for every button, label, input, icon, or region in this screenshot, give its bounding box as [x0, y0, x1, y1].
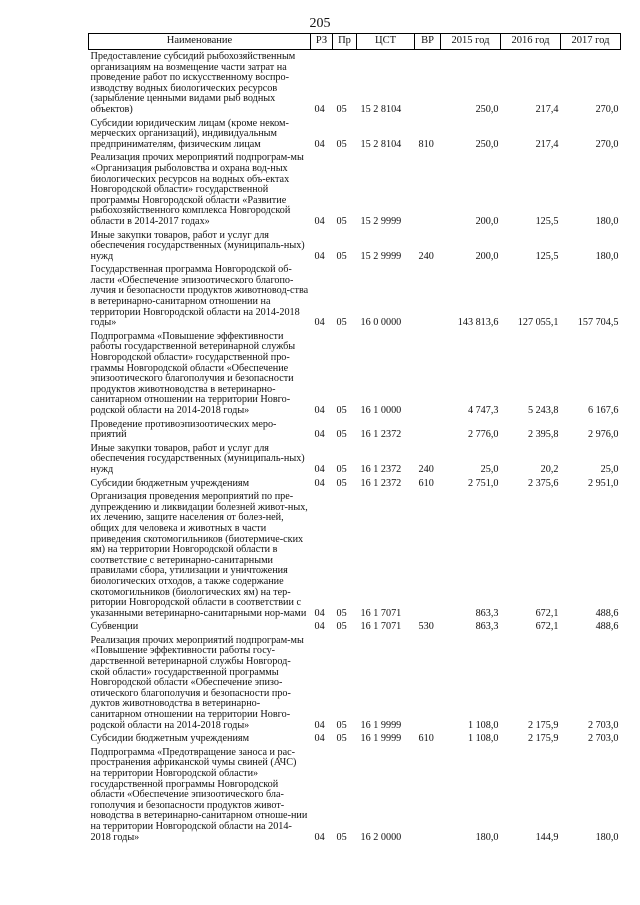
cell-2016: 125,5 [535, 250, 559, 262]
cell-2017: 2 703,0 [587, 719, 619, 731]
cell-rz: 04 [314, 429, 325, 441]
cell-pr: 05 [336, 429, 347, 441]
cell-vr [415, 418, 441, 442]
cell-name: Иные закупки товаров, работ и услуг для обеспечения государственных (муниципаль-ных) нужд [90, 229, 305, 262]
cell-2015: 863,3 [475, 607, 499, 619]
table-row [89, 732, 621, 746]
cell-pr: 05 [336, 621, 347, 633]
cell-2017: 25,0 [600, 463, 619, 475]
cell-rz: 04 [314, 250, 325, 262]
cell-rz: 04 [314, 477, 325, 489]
table-row [89, 330, 621, 418]
cell-2015: 200,0 [475, 215, 499, 227]
page-number: 205 [309, 16, 331, 31]
cell-2016: 20,2 [540, 463, 559, 475]
cell-2017: 488,6 [595, 621, 619, 633]
header-pr: Пр [333, 34, 357, 50]
cell-vr: 240 [418, 250, 434, 262]
cell-pr: 05 [336, 733, 347, 745]
cell-pr: 05 [336, 719, 347, 731]
table-row [89, 50, 621, 117]
cell-name: Подпрограмма «Повышение эффективности работы государственной ветеринарной службы Новгородской области» государственной про-граммы Новгородской области «Обеспечение эпизоотического благополучия и безопасности продуктов животноводства в ветеринарно-санитарном отношении на территории Новго-родской области на 2014-2018 годы» [90, 330, 296, 416]
cell-pr: 05 [336, 215, 347, 227]
cell-pr: 05 [336, 405, 347, 416]
cell-cst: 16 1 2372 [360, 477, 402, 489]
table-row [89, 620, 621, 634]
table-header-row [89, 34, 621, 50]
cell-rz: 04 [314, 103, 325, 115]
cell-rz: 04 [314, 719, 325, 731]
header-2017: 2017 год [561, 34, 621, 50]
cell-2015: 250,0 [475, 138, 499, 150]
cell-2016: 2 375,6 [527, 477, 559, 489]
cell-2017: 180,0 [595, 831, 619, 843]
cell-2017: 2 976,0 [587, 429, 619, 441]
cell-rz: 04 [314, 138, 325, 150]
cell-2015: 250,0 [475, 103, 499, 115]
cell-name: Реализация прочих мероприятий подпрограм-мы «Организация рыболовства и охрана вод-ных биологических ресурсов на водных объ-ектах Новгородской области» государственной программы Новгородской области «Развитие рыбохозяйственного комплекса Новгородской области в 2014-2017 годах» [90, 152, 304, 227]
cell-vr [415, 746, 441, 844]
cell-cst: 16 2 0000 [360, 831, 402, 843]
cell-vr [415, 330, 441, 418]
header-name: Наименование [89, 34, 311, 50]
cell-2016: 127 055,1 [517, 317, 559, 329]
cell-name: Государственная программа Новгородской об-ласти «Обеспечение эпизоотического благопо-лучия и безопасности продуктов животновод-ства в ветеринарно-санитарном отношении на территории Новгородской области на 2014-2018 годы» [90, 264, 309, 329]
cell-2016: 672,1 [535, 621, 559, 633]
table-row [89, 229, 621, 264]
cell-rz: 04 [314, 317, 325, 329]
cell-cst: 16 1 2372 [360, 429, 402, 441]
cell-vr [415, 263, 441, 330]
table-row [89, 490, 621, 620]
cell-name: Предоставление субсидий рыбохозяйственным организациям на возмещение части затрат на проведение работ по искусственному воспро-изводству водных биологических ресурсов (зарыбление ценными видами рыб водных объектов) [90, 51, 296, 115]
cell-pr: 05 [336, 317, 347, 329]
cell-2015: 863,3 [475, 621, 499, 633]
cell-2016: 125,5 [535, 215, 559, 227]
cell-2016: 2 175,9 [527, 719, 559, 731]
cell-2015: 25,0 [480, 463, 499, 475]
cell-2017: 488,6 [595, 607, 619, 619]
table-row [89, 634, 621, 732]
cell-2016: 144,9 [535, 831, 559, 843]
cell-2017: 180,0 [595, 250, 619, 262]
header-vr: ВР [415, 34, 441, 50]
cell-2016: 217,4 [535, 103, 559, 115]
header-cst: ЦСТ [357, 34, 415, 50]
cell-rz: 04 [314, 621, 325, 633]
cell-cst: 16 1 0000 [360, 405, 402, 416]
cell-rz: 04 [314, 607, 325, 619]
cell-2015: 1 108,0 [467, 719, 499, 731]
cell-vr: 810 [418, 138, 434, 150]
cell-2015: 2 776,0 [467, 429, 499, 441]
cell-vr [415, 151, 441, 228]
cell-vr: 530 [418, 621, 434, 633]
table-row [89, 117, 621, 152]
cell-vr: 610 [418, 733, 434, 745]
cell-rz: 04 [314, 405, 325, 416]
cell-cst: 16 0 0000 [360, 317, 402, 329]
cell-name: Реализация прочих мероприятий подпрограм-мы «Повышение эффективности работы госу-дарственной ветеринарной службы Новгород-ской области» государственной программы Новгородской области «Обеспечение эпизо-отического благополучия и безопасности про-дуктов животноводства в ветеринарно-санитарном отношении на территории Новго-родской области на 2014-2018 годы» [90, 634, 304, 731]
cell-2016: 2 175,9 [527, 733, 559, 745]
header-2016: 2016 год [501, 34, 561, 50]
cell-name: Проведение противоэпизоотических меро-приятий [90, 418, 277, 441]
cell-2017: 270,0 [595, 103, 619, 115]
cell-2017: 2 703,0 [587, 733, 619, 745]
cell-2015: 2 751,0 [467, 477, 499, 489]
cell-rz: 04 [314, 831, 325, 843]
cell-vr: 240 [418, 463, 434, 475]
cell-pr: 05 [336, 463, 347, 475]
cell-2017: 180,0 [595, 215, 619, 227]
table-row [89, 151, 621, 228]
cell-2016: 5 243,8 [527, 405, 559, 416]
cell-pr: 05 [336, 477, 347, 489]
cell-cst: 16 1 2372 [360, 463, 402, 475]
cell-cst: 16 1 7071 [360, 607, 402, 619]
cell-name: Организация проведения мероприятий по пре-дупреждению и ликвидации болезней живот-ных, их лечению, защите населения от болез-ней, общих для человека и животных в части приведения скотомогильников (биотермиче-ских ям) на территории Новгородской области в соответствие с ветеринарно-санитарными правилами сбора, утилизации и уничтожения биологических отходов, а также содержание скотомогильников (биологических ям) на тер-ритории Новгородской области в соответствии с указанными ветеринарно-санитарными нор-мами [90, 491, 308, 619]
cell-2015: 1 108,0 [467, 733, 499, 745]
cell-rz: 04 [314, 463, 325, 475]
cell-cst: 15 2 8104 [360, 138, 402, 150]
cell-cst: 15 2 8104 [360, 103, 402, 115]
cell-cst: 15 2 9999 [360, 215, 402, 227]
budget-table [88, 33, 621, 844]
header-2015: 2015 год [441, 34, 501, 50]
cell-cst: 16 1 7071 [360, 621, 402, 633]
cell-2015: 143 813,6 [457, 317, 499, 329]
cell-vr: 610 [418, 477, 434, 489]
cell-cst: 16 1 9999 [360, 733, 402, 745]
cell-2017: 270,0 [595, 138, 619, 150]
table-row [89, 442, 621, 477]
cell-pr: 05 [336, 103, 347, 115]
cell-name: Субвенции [90, 621, 139, 633]
table-row [89, 477, 621, 491]
cell-name: Субсидии бюджетным учреждениям [90, 477, 250, 489]
table-row [89, 418, 621, 442]
cell-2015: 180,0 [475, 831, 499, 843]
cell-name: Субсидии юридическим лицам (кроме неком-мерческих организаций), индивидуальным предпринимателям, физическим лицам [90, 117, 289, 150]
cell-cst: 16 1 9999 [360, 719, 402, 731]
cell-pr: 05 [336, 831, 347, 843]
cell-2016: 217,4 [535, 138, 559, 150]
cell-vr [415, 50, 441, 117]
cell-2017: 6 167,6 [587, 405, 619, 416]
cell-2016: 2 395,8 [527, 429, 559, 441]
cell-2015: 4 747,3 [467, 405, 499, 416]
cell-2017: 2 951,0 [587, 477, 619, 489]
cell-name: Субсидии бюджетным учреждениям [90, 733, 250, 745]
header-rz: РЗ [311, 34, 333, 50]
cell-pr: 05 [336, 250, 347, 262]
cell-vr [415, 634, 441, 732]
table-body [89, 50, 621, 845]
cell-2015: 200,0 [475, 250, 499, 262]
table-row [89, 263, 621, 330]
cell-name: Иные закупки товаров, работ и услуг для обеспечения государственных (муниципаль-ных) нужд [90, 442, 305, 475]
cell-name: Подпрограмма «Предотвращение заноса и рас-пространения африканской чумы свиней (АЧС) на территории Новгородской области» государственной программы Новгородской области «Обеспечение эпизоотического бла-гополучия и безопасности продуктов живот-новодства в ветеринарно-санитарном отноше-нии на территории Новгородской области на 2014-2018 годы» [90, 746, 308, 843]
cell-vr [415, 490, 441, 620]
cell-cst: 15 2 9999 [360, 250, 402, 262]
cell-2016: 672,1 [535, 607, 559, 619]
table-row [89, 746, 621, 844]
cell-pr: 05 [336, 607, 347, 619]
cell-2017: 157 704,5 [577, 317, 619, 329]
cell-pr: 05 [336, 138, 347, 150]
cell-rz: 04 [314, 733, 325, 745]
cell-rz: 04 [314, 215, 325, 227]
